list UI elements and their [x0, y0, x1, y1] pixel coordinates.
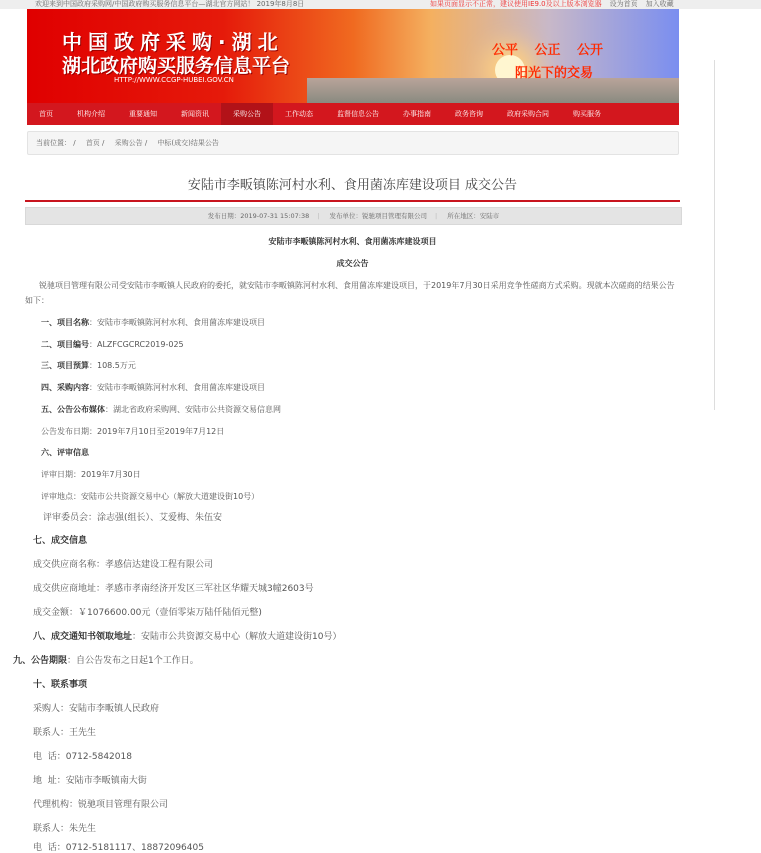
purchaser-address: 地 址：安陆市李畈镇南大街	[33, 776, 147, 786]
top-bar	[0, 0, 761, 9]
banner-subtitle: 湖北政府购买服务信息平台	[62, 55, 291, 77]
agency-contact: 联系人：朱先生	[33, 824, 97, 834]
deal-amount: 成交金额：￥1076600.00元（壹佰零柒万陆仟陆佰元整)	[33, 608, 262, 618]
publish-period: 公告发布日期：2019年7月10日至2019年7月12日	[41, 427, 225, 436]
item-code: 二、项目编号：ALZFCGCRC2019-025	[41, 340, 184, 349]
nav-guide[interactable]: 办事指南	[403, 110, 431, 118]
banner-slogan-2: 阳光下的交易	[515, 66, 594, 81]
welcome-text: 欢迎来到中国政府采购网/中国政府购买服务信息平台—湖北官方网站！ 2019年8月8日	[35, 0, 305, 8]
nav-procurement[interactable]: 采购公告	[221, 103, 273, 125]
page-title: 安陆市李畈镇陈河村水利、食用菌冻库建设项目 成交公告	[187, 178, 518, 193]
supplier-name: 成交供应商名称：孝感信达建设工程有限公司	[33, 560, 214, 570]
section-6-heading: 六、评审信息	[41, 448, 89, 457]
nav-services[interactable]: 购买服务	[573, 110, 601, 118]
article-heading: 安陆市李畈镇陈河村水利、食用菌冻库建设项目	[268, 237, 437, 246]
region: 所在地区：安陆市	[447, 212, 500, 220]
nav-news[interactable]: 新闻资讯	[181, 110, 209, 118]
review-date: 评审日期：2019年7月30日	[41, 470, 141, 479]
city-skyline-graphic	[307, 78, 679, 103]
article-subheading: 成交公告	[336, 259, 369, 268]
agency-phone: 电 话：0712-5181117、18872096405	[33, 843, 204, 853]
article-meta: 发布日期：2019-07-31 15:07:38 | 发布单位：锐驰项目管理有限公司 | 所在地区：安陆市	[25, 207, 682, 225]
breadcrumb-procurement[interactable]: 采购公告	[114, 139, 143, 147]
agency: 代理机构：锐驰项目管理有限公司	[33, 800, 169, 810]
browser-notice	[430, 0, 674, 9]
breadcrumb: 当前位置： / 首页 / 采购公告 / 中标(成交)结果公告	[27, 131, 679, 155]
nav-supervision[interactable]: 监督信息公告	[337, 110, 379, 118]
review-place: 评审地点：安陆市公共资源交易中心（解放大道建设街10号）	[41, 492, 260, 501]
intro-paragraph: 锐驰项目管理有限公司受安陆市李畈镇人民政府的委托，就安陆市李畈镇陈河村水利、食用菌冻库建设项目，于2019年7月30日采用竞争性磋商方式采购。现就本次磋商的结果公告如下：	[25, 281, 675, 305]
main-nav	[27, 103, 679, 125]
set-home-link[interactable]: 设为首页	[609, 0, 638, 8]
purchaser-phone: 电 话：0712-5842018	[33, 752, 132, 762]
breadcrumb-home[interactable]: 首页	[85, 139, 100, 147]
section-9: 九、公告期限：自公告发布之日起1个工作日。	[13, 656, 199, 666]
nav-contracts[interactable]: 政府采购合同	[507, 110, 549, 118]
breadcrumb-current: 中标(成交)结果公告	[157, 139, 219, 147]
item-budget: 三、项目预算：108.5万元	[41, 361, 136, 370]
section-8: 八、成交通知书领取地址：安陆市公共资源交易中心（解放大道建设街10号）	[33, 632, 342, 642]
item-media: 五、公告公布媒体：湖北省政府采购网、安陆市公共资源交易信息网	[41, 405, 281, 414]
favorite-link[interactable]: 加入收藏	[645, 0, 674, 8]
banner-url: HTTP://WWW.CCGP-HUBEI.GOV.CN	[114, 76, 234, 84]
publish-date: 发布日期：2019-07-31 15:07:38	[207, 212, 310, 220]
section-7-heading: 七、成交信息	[33, 536, 88, 546]
nav-about[interactable]: 机构介绍	[77, 110, 105, 118]
side-divider	[714, 60, 715, 410]
site-banner	[27, 9, 679, 103]
supplier-address: 成交供应商地址：孝感市孝南经济开发区三军社区华耀天城3幢2603号	[33, 584, 314, 594]
item-content: 四、采购内容：安陆市李畈镇陈河村水利、食用菌冻库建设项目	[41, 383, 265, 392]
nav-notices[interactable]: 重要通知	[129, 110, 157, 118]
banner-slogan: 公平 公正 公开	[492, 43, 604, 58]
divider	[25, 200, 680, 202]
section-10-heading: 十、联系事项	[33, 680, 88, 690]
banner-title: 中国政府采购·湖北	[62, 30, 284, 54]
review-committee: 评审委员会：涂志强(组长）、艾爱梅、朱伍安	[43, 513, 223, 523]
nav-work[interactable]: 工作动态	[285, 110, 313, 118]
publish-unit: 发布单位：锐驰项目管理有限公司	[329, 212, 428, 220]
purchaser-contact: 联系人：王先生	[33, 728, 97, 738]
purchaser: 采购人：安陆市李畈镇人民政府	[33, 704, 160, 714]
browser-notice-text: 如果页面显示不正常，建议使用IE9.0及以上版本浏览器	[430, 0, 602, 8]
nav-home[interactable]: 首页	[39, 110, 53, 118]
nav-consult[interactable]: 政务咨询	[455, 110, 483, 118]
breadcrumb-label: 当前位置：	[36, 139, 71, 147]
item-name: 一、项目名称：安陆市李畈镇陈河村水利、食用菌冻库建设项目	[41, 318, 265, 327]
